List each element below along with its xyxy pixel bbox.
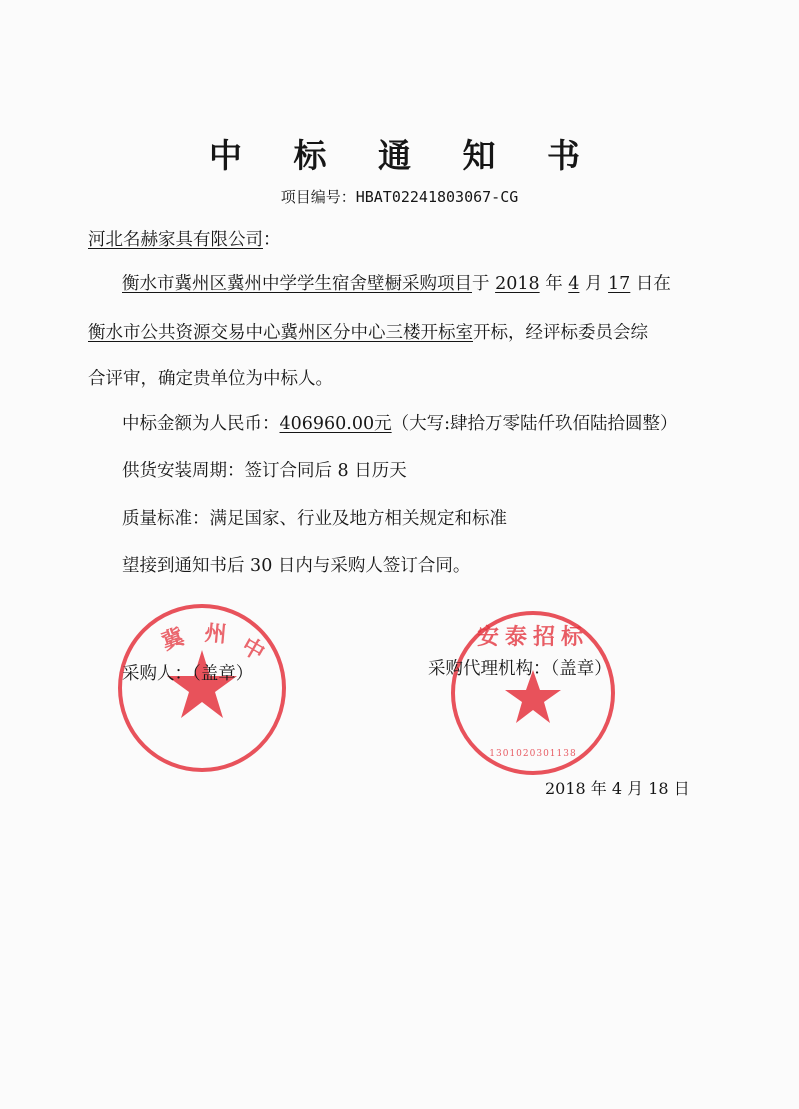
delivery-line: 供货安装周期：签订合同后 8 日历天 [122, 461, 407, 481]
open-year: 2018 [495, 274, 540, 294]
project-number-value: HBAT02241803067-CG [355, 188, 519, 206]
agency-label: 采购代理机构：（盖章） [428, 659, 612, 679]
purchaser-seal-char-3: 中 [237, 632, 270, 667]
purchaser-seal [112, 598, 292, 778]
issue-date: 2018 年 4 月 18 日 [545, 779, 690, 798]
recipient-name: 河北名赫家具有限公司 [88, 230, 263, 250]
amount-line [122, 412, 678, 436]
project-number [0, 186, 799, 207]
text-after-venue: 开标，经评标委员会综 [473, 323, 648, 343]
venue: 衡水市公共资源交易中心冀州区分中心三楼开标室 [88, 323, 473, 343]
purchaser-seal-char-2: 州 [203, 620, 228, 648]
open-day: 17 [608, 274, 631, 294]
amount-value: 406960.00元 [279, 414, 392, 434]
text-yu: 于 [472, 274, 496, 294]
page-title: 中 标 通 知 书 [209, 136, 600, 175]
agency-seal-arc-text: 安泰招标 [476, 624, 590, 650]
agency-seal-number: 1301020301138 [489, 749, 577, 759]
contract-note: 望接到通知书后 30 日内与采购人签订合同。 [122, 556, 471, 576]
recipient-line [88, 228, 281, 252]
amount-words: （大写:肆拾万零陆仟玖佰陆拾圆整） [391, 414, 678, 434]
text-year: 年 [539, 274, 569, 294]
text-day: 日在 [630, 274, 671, 294]
paragraph-line-2 [88, 321, 648, 345]
text-month: 月 [579, 274, 609, 294]
purchaser-label: 采购人：（盖章） [122, 664, 254, 684]
paragraph-line-1 [122, 272, 671, 296]
amount-label: 中标金额为人民币： [122, 414, 280, 434]
quality-line: 质量标准：满足国家、行业及地方相关规定和标准 [122, 509, 507, 529]
open-month: 4 [568, 274, 580, 294]
project-number-label: 项目编号： [280, 188, 356, 206]
paragraph-line-3: 合评审，确定贵单位为中标人。 [88, 369, 333, 389]
agency-seal [448, 608, 618, 778]
purchaser-seal-char-1: 冀 [158, 623, 188, 656]
recipient-colon: ： [263, 230, 281, 250]
project-name: 衡水市冀州区冀州中学学生宿舍壁橱采购项目 [122, 274, 472, 294]
